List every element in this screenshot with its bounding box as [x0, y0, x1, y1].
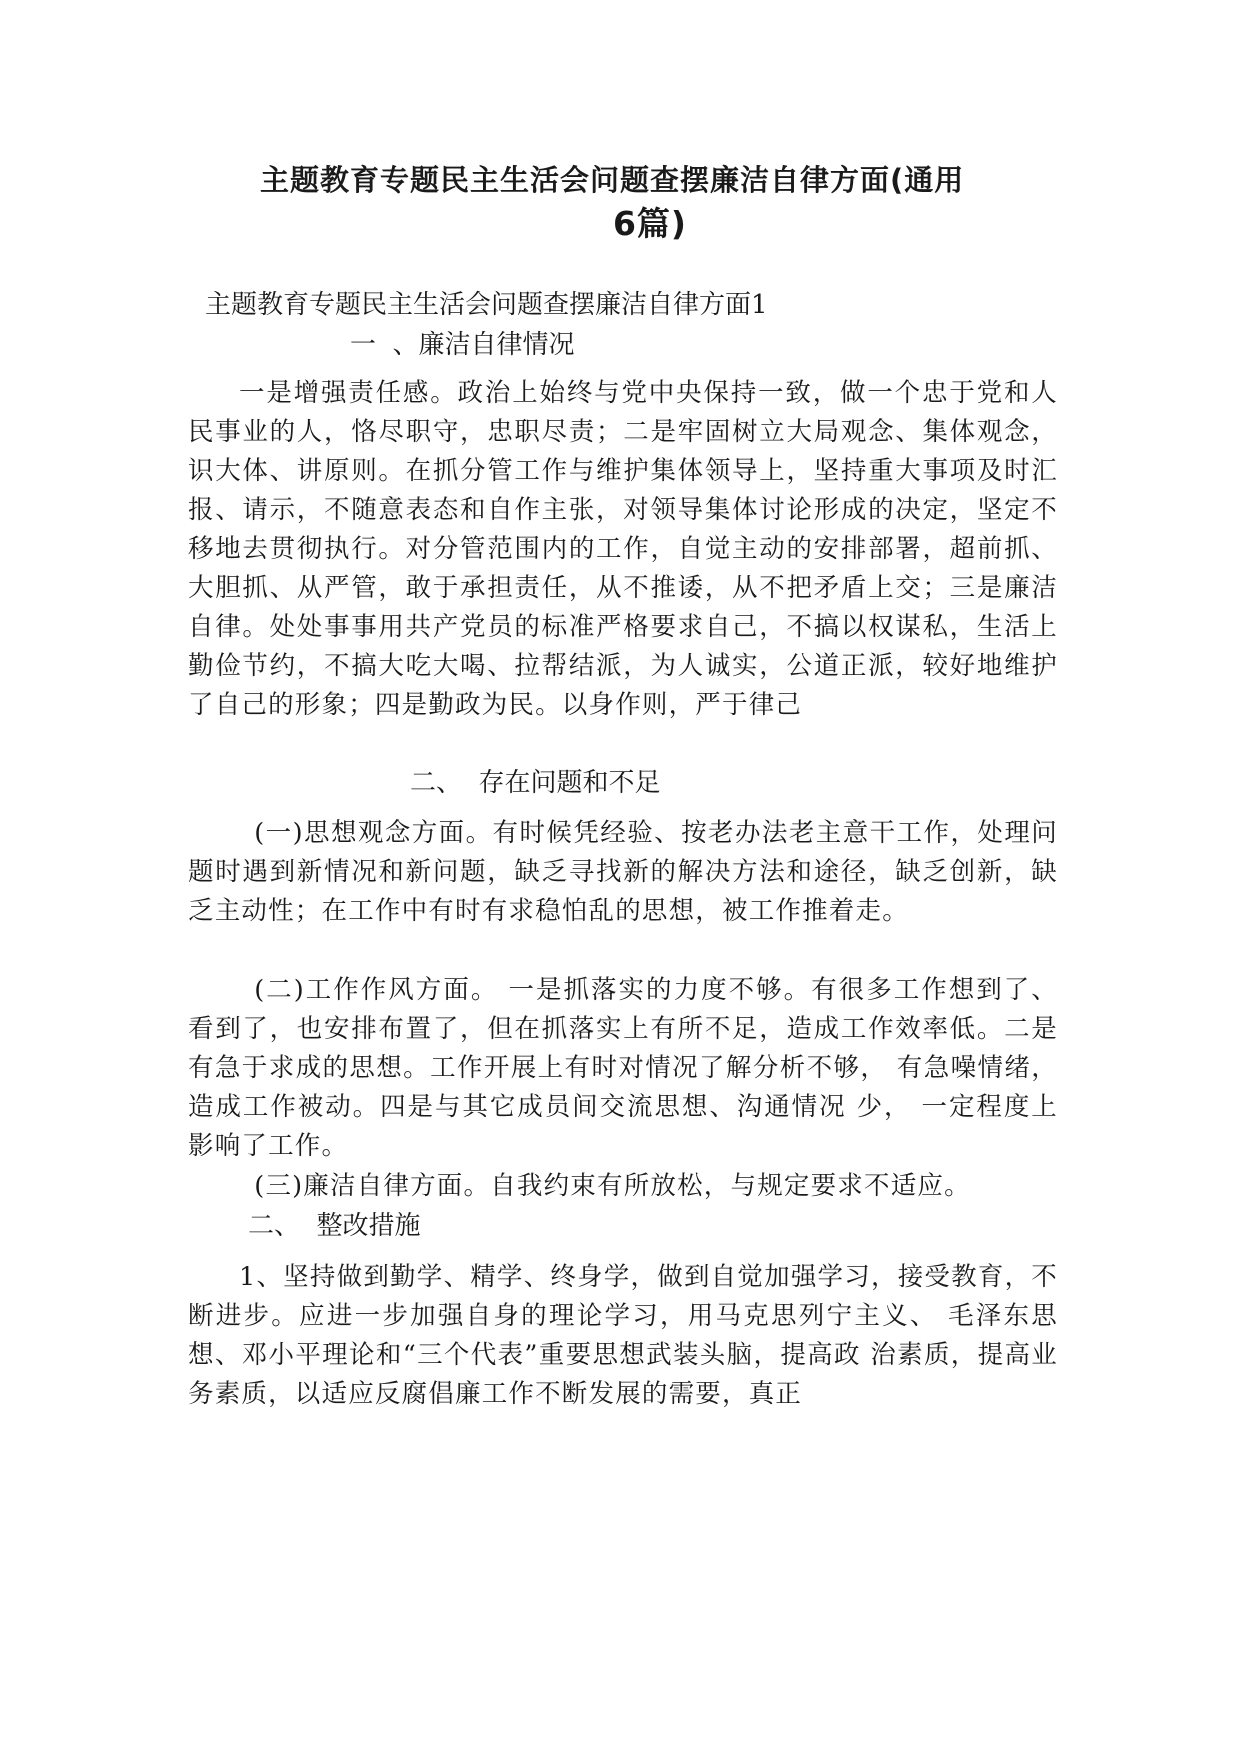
section-heading-problems: 二、 存在问题和不足	[410, 768, 661, 798]
paragraph-integrity-status: 一是增强责任感。政治上始终与党中央保持一致，做一个忠于党和人民事业的人，恪尽职守，忠职尽责；二是牢固树立大局观念、集体观念，识大体、讲原则。在抓分管工作与维护集体领导上，坚持重大事项及时汇报、请示，不随意表态和自作主张，对领导集体讨论形成的决定，坚定不移地去贯彻执行。对分管范围内的工作，自觉主动的安排部署，超前抓、大胆抓、从严管，敢于承担责任，从不推诿，从不把矛盾上交；三是廉洁自律。处处事事用共产党员的标准严格要求自己，不搞以权谋私，生活上勤俭节约，不搞大吃大喝、拉帮结派，为人诚实，公道正派，较好地维护了自己的形象；四是勤政为民。以身作则，严于律己	[188, 378, 1058, 720]
section-heading-integrity-status: 一 、廉洁自律情况	[350, 330, 575, 360]
paragraph-rectification-1: 1、坚持做到勤学、精学、终身学，做到自觉加强学习，接受教育，不断进步。应进一步加强自身的理论学习，用马克思列宁主义、 毛泽东思想、邓小平理论和“三个代表”重要思想武装头脑，提高政 治素质，提高业务素质，以适应反腐倡廉工作不断发展的需要，真正	[188, 1262, 1058, 1409]
document-title-line1: 主题教育专题民主生活会问题查摆廉洁自律方面(通用	[260, 163, 965, 197]
paragraph-integrity-aspect: (三)廉洁自律方面。自我约束有所放松，与规定要求不适应。	[254, 1171, 971, 1201]
paragraph-work-style: (二)工作作风方面。 一是抓落实的力度不够。有很多工作想到了、看到了，也安排布置了，但在抓落实上有所不足，造成工作效率低。二是有急于求成的思想。工作开展上有时对情况了解分析不够， 有急噪情绪，造成工作被动。四是与其它成员间交流思想、沟通情况 少， 一定程度上影响了工作。	[188, 975, 1058, 1161]
paragraph-thinking-concepts: (一)思想观念方面。有时候凭经验、按老办法老主意干工作，处理问题时遇到新情况和新问题，缺乏寻找新的解决方法和途径，缺乏创新，缺乏主动性；在工作中有时有求稳怕乱的思想，被工作推着走。	[188, 818, 1058, 926]
section-heading-rectification: 二、 整改措施	[248, 1211, 421, 1241]
document-title	[260, 158, 1040, 246]
document-title-line2: 6篇)	[612, 204, 688, 243]
document-subtitle: 主题教育专题民主生活会问题查摆廉洁自律方面1	[205, 290, 768, 320]
